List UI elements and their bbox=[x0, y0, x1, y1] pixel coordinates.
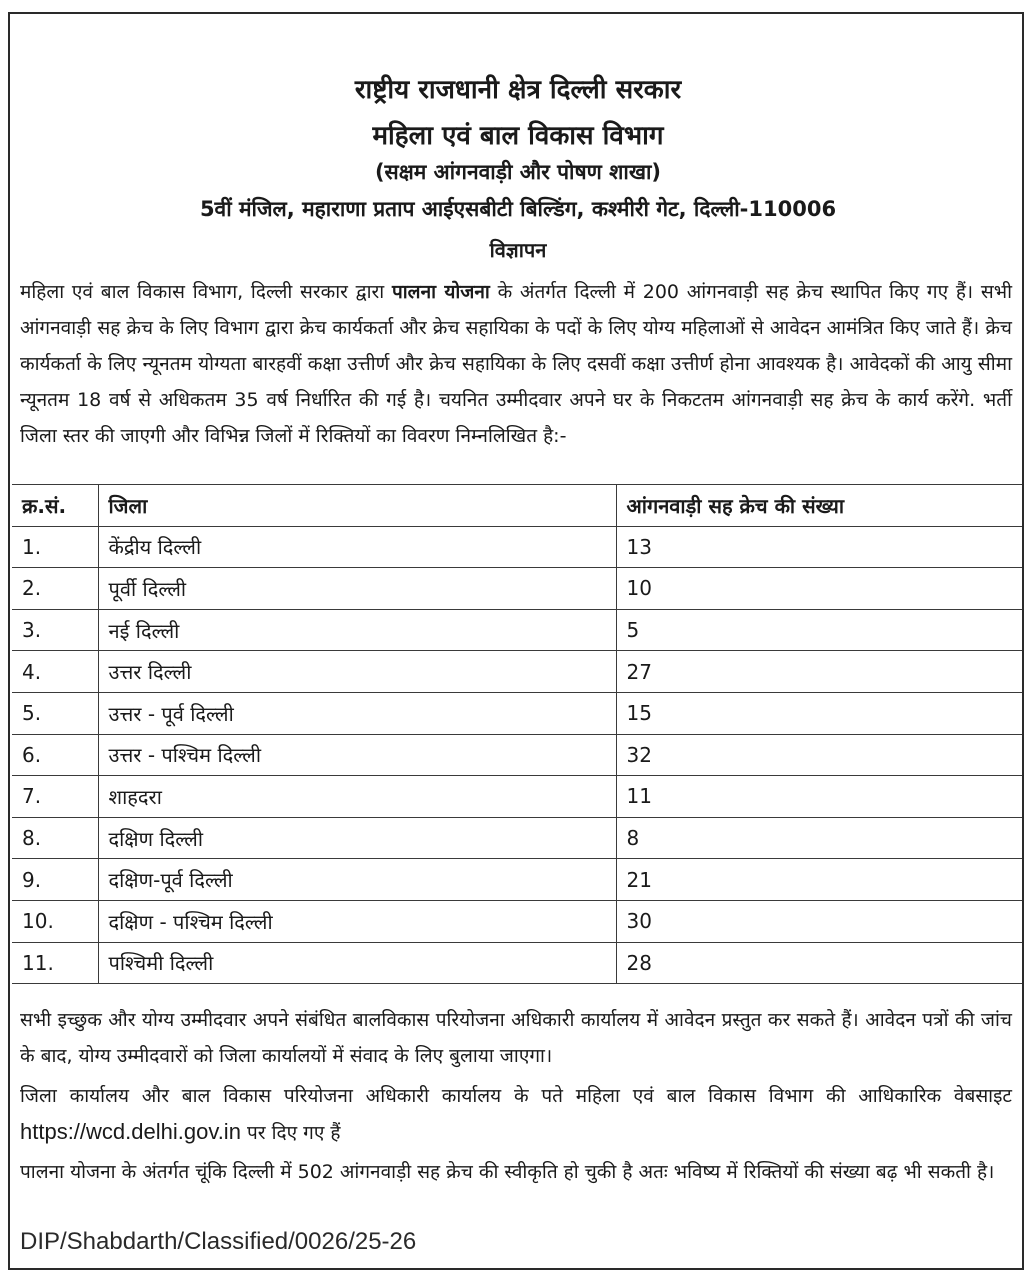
district-cell: उत्तर दिल्ली bbox=[98, 651, 616, 693]
table-row bbox=[12, 900, 1022, 942]
table-row bbox=[12, 942, 1022, 984]
count-cell: 5 bbox=[616, 609, 1022, 651]
header-district: जिला bbox=[98, 485, 616, 527]
table-row bbox=[12, 859, 1022, 901]
serial-cell: 1. bbox=[12, 526, 98, 568]
government-name: राष्ट्रीय राजधानी क्षेत्र दिल्ली सरकार bbox=[354, 75, 682, 105]
count-cell: 8 bbox=[616, 817, 1022, 859]
table-row bbox=[12, 734, 1022, 776]
website-link[interactable]: https://wcd.delhi.gov.in bbox=[20, 1119, 241, 1144]
intro-paragraph bbox=[20, 274, 1012, 454]
district-vacancy-table bbox=[12, 484, 1022, 984]
table-row bbox=[12, 651, 1022, 693]
count-cell: 32 bbox=[616, 734, 1022, 776]
serial-cell: 4. bbox=[12, 651, 98, 693]
district-cell: शाहदरा bbox=[98, 776, 616, 818]
serial-cell: 9. bbox=[12, 859, 98, 901]
count-cell: 11 bbox=[616, 776, 1022, 818]
office-address: 5वीं मंजिल, महाराणा प्रताप आईएसबीटी बिल्डिंग, कश्मीरी गेट, दिल्ली-110006 bbox=[199, 197, 837, 221]
table-header-row bbox=[12, 485, 1022, 527]
serial-cell: 10. bbox=[12, 900, 98, 942]
header-count: आंगनवाड़ी सह क्रेच की संख्या bbox=[616, 485, 1022, 527]
district-cell: उत्तर - पश्चिम दिल्ली bbox=[98, 734, 616, 776]
district-cell: दक्षिण - पश्चिम दिल्ली bbox=[98, 900, 616, 942]
district-cell: दक्षिण-पूर्व दिल्ली bbox=[98, 859, 616, 901]
district-cell: नई दिल्ली bbox=[98, 609, 616, 651]
serial-cell: 11. bbox=[12, 942, 98, 984]
count-cell: 13 bbox=[616, 526, 1022, 568]
table-row bbox=[12, 817, 1022, 859]
serial-cell: 5. bbox=[12, 692, 98, 734]
intro-text-start: महिला एवं बाल विकास विभाग, दिल्ली सरकार द्वारा bbox=[20, 281, 392, 303]
count-cell: 30 bbox=[616, 900, 1022, 942]
count-cell: 28 bbox=[616, 942, 1022, 984]
serial-cell: 6. bbox=[12, 734, 98, 776]
district-cell: केंद्रीय दिल्ली bbox=[98, 526, 616, 568]
serial-cell: 2. bbox=[12, 568, 98, 610]
future-vacancy-note: पालना योजना के अंतर्गत चूंकि दिल्ली में 502 आंगनवाड़ी सह क्रेच की स्वीकृति हो चुकी है अतः भविष्य में रिक्तियों की संख्या बढ़ भी सकती है। bbox=[20, 1161, 995, 1183]
branch-name: (सक्षम आंगनवाड़ी और पोषण शाखा) bbox=[374, 160, 662, 184]
department-name: महिला एवं बाल विकास विभाग bbox=[372, 121, 664, 151]
scheme-name: पालना योजना bbox=[391, 281, 490, 303]
reference-number: DIP/Shabdarth/Classified/0026/25-26 bbox=[20, 1228, 417, 1255]
count-cell: 27 bbox=[616, 651, 1022, 693]
district-cell: उत्तर - पूर्व दिल्ली bbox=[98, 692, 616, 734]
count-cell: 15 bbox=[616, 692, 1022, 734]
district-cell: पूर्वी दिल्ली bbox=[98, 568, 616, 610]
website-note-tail: पर दिए गए हैं bbox=[240, 1122, 341, 1144]
header-serial: क्र.सं. bbox=[12, 485, 98, 527]
intro-text-rest: के अंतर्गत दिल्ली में 200 आंगनवाड़ी सह क्रेच स्थापित किए गए हैं। सभी आंगनवाड़ी सह क्रेच के लिए विभाग द्वारा क्रेच कार्यकर्ता और क्रेच सहायिका के पदों के लिए योग्य महिलाओं से आवेदन आमंत्रित किए जाते हैं। क्रेच कार्यकर्ता के लिए न्यूनतम योग्यता बारहवीं कक्षा उत्तीर्ण और क्रेच सहायिका के लिए दसवीं कक्षा उत्तीर्ण होना आवश्यक है। आवेदकों की आयु सीमा न्यूनतम 18 वर्ष से अधिकतम 35 वर्ष निर्धारित की गई है। चयनित उम्मीदवार अपने घर के निकटतम आंगनवाड़ी सह क्रेच के कार्य करेंगे. भर्ती जिला स्तर की जाएगी और विभिन्न जिलों में रिक्तियों का विवरण निम्नलिखित है:- bbox=[20, 281, 1012, 447]
count-cell: 10 bbox=[616, 568, 1022, 610]
count-cell: 21 bbox=[616, 859, 1022, 901]
table-row bbox=[12, 609, 1022, 651]
table-row bbox=[12, 526, 1022, 568]
office-addresses-note bbox=[20, 1078, 1012, 1151]
serial-cell: 3. bbox=[12, 609, 98, 651]
table-row bbox=[12, 568, 1022, 610]
website-note-text: जिला कार्यालय और बाल विकास परियोजना अधिकारी कार्यालय के पते महिला एवं बाल विकास विभाग की आधिकारिक वेबसाइट bbox=[20, 1085, 1012, 1107]
advertisement-title: विज्ञापन bbox=[489, 238, 547, 262]
application-instructions: सभी इच्छुक और योग्य उम्मीदवार अपने संबंधित बालविकास परियोजना अधिकारी कार्यालय में आवेदन प्रस्तुत कर सकते हैं। आवेदन पत्रों की जांच के बाद, योग्य उम्मीदवारों को जिला कार्यालयों में संवाद के लिए बुलाया जाएगा। bbox=[20, 1009, 1012, 1067]
district-cell: दक्षिण दिल्ली bbox=[98, 817, 616, 859]
serial-cell: 7. bbox=[12, 776, 98, 818]
district-cell: पश्चिमी दिल्ली bbox=[98, 942, 616, 984]
table-row bbox=[12, 692, 1022, 734]
serial-cell: 8. bbox=[12, 817, 98, 859]
table-row bbox=[12, 776, 1022, 818]
